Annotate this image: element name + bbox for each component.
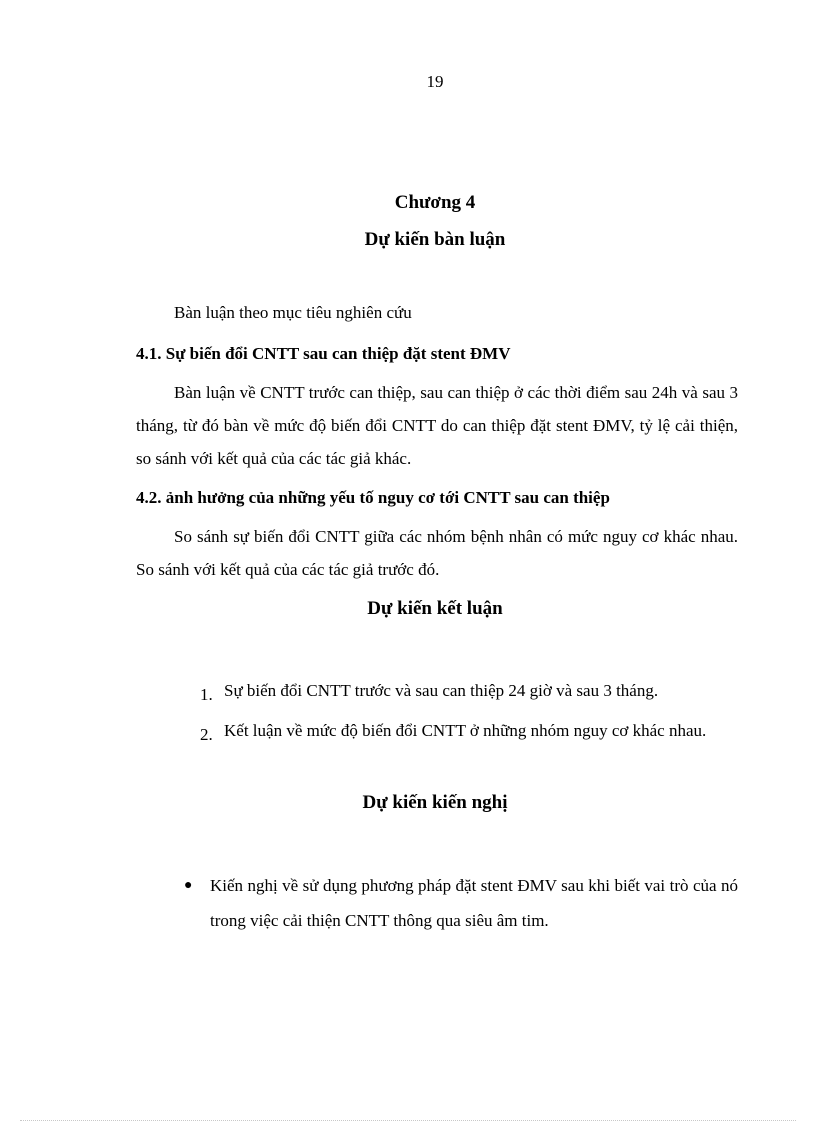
conclusion-item-text: Sự biến đổi CNTT trước và sau can thiệp 24 giờ và sau 3 tháng. (224, 681, 659, 700)
recommendation-item-text: Kiến nghị về sử dụng phương pháp đặt stent ĐMV sau khi biết vai trò của nó trong việc cải thiện CNTT thông qua siêu âm tim. (210, 876, 738, 930)
conclusion-item-text: Kết luận về mức độ biến đổi CNTT ở những nhóm nguy cơ khác nhau. (224, 721, 707, 740)
section-4-1-paragraph: Bàn luận về CNTT trước can thiệp, sau can thiệp ở các thời điểm sau 24h và sau 3 tháng, từ đó bàn về mức độ biến đổi CNTT do can thiệp đặt stent ĐMV, tỷ lệ cải thiện, so sánh với kết quả của các tác giả khác. (136, 383, 738, 468)
conclusion-heading: Dự kiến kết luận (367, 598, 503, 619)
recommendation-item-1 (184, 868, 738, 938)
conclusion-item-1 (200, 674, 738, 707)
page-number: 19 (426, 72, 444, 91)
conclusion-item-number: 1. (200, 685, 213, 704)
conclusion-item-number: 2. (200, 725, 213, 744)
bullet-icon: ● (184, 878, 193, 893)
recommendation-heading: Dự kiến kiến nghị (362, 792, 508, 813)
conclusion-item-2 (200, 714, 738, 747)
section-4-1-heading: 4.1. Sự biến đổi CNTT sau can thiệp đặt stent ĐMV (136, 344, 511, 363)
section-4-2-paragraph: So sánh sự biến đổi CNTT giữa các nhóm bệnh nhân có mức nguy cơ khác nhau. So sánh với kết quả của các tác giả trước đó. (136, 527, 738, 579)
page-bottom-divider (20, 1120, 796, 1121)
section-4-2-heading: 4.2. ảnh hưởng của những yếu tố nguy cơ tới CNTT sau can thiệp (136, 488, 610, 507)
intro-text: Bàn luận theo mục tiêu nghiên cứu (174, 303, 412, 322)
chapter-number-label: Chương 4 (394, 192, 476, 213)
chapter-title: Dự kiến bàn luận (364, 229, 506, 250)
